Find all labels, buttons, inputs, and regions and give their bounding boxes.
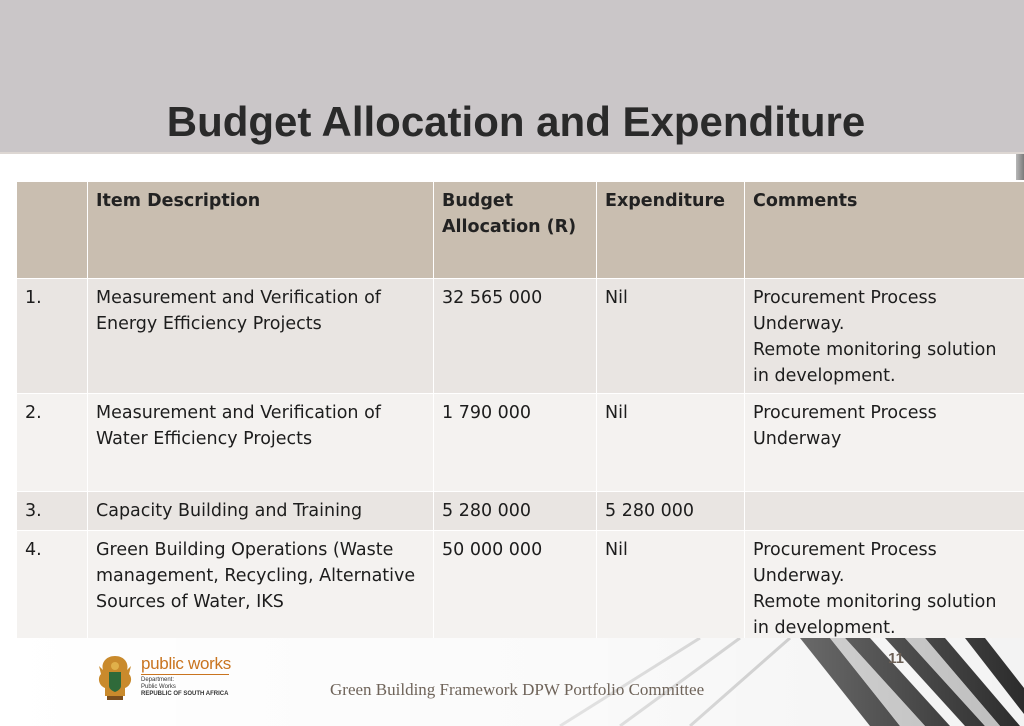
comment-line: Procurement Process Underway [753, 403, 937, 449]
comments [745, 394, 1024, 492]
header-number [17, 182, 88, 279]
expenditure: Nil [597, 279, 745, 394]
comments [745, 531, 1024, 646]
budget-allocation: 1 790 000 [434, 394, 597, 492]
logo-line: REPUBLIC OF SOUTH AFRICA [141, 691, 229, 697]
comment-line: Remote monitoring solution in development. [753, 592, 997, 638]
item-description: Measurement and Verification of Water Efficiency Projects [88, 394, 434, 492]
slide-title: Budget Allocation and Expenditure [166, 98, 866, 145]
budget-table [16, 181, 1024, 646]
budget-allocation: 5 280 000 [434, 492, 597, 531]
row-number: 1. [17, 279, 88, 394]
coat-of-arms-icon [95, 652, 135, 704]
logo-line: Department: [141, 677, 175, 683]
comment-line: Procurement Process Underway. [753, 288, 937, 334]
item-description: Green Building Operations (Waste management, Recycling, Alternative Sources of Water, IKS [88, 531, 434, 646]
table-row [17, 279, 1024, 394]
comment-line: Procurement Process Underway. [753, 540, 937, 586]
item-description: Capacity Building and Training [88, 492, 434, 531]
comments [745, 279, 1024, 394]
budget-allocation: 50 000 000 [434, 531, 597, 646]
header-expenditure: Expenditure [597, 182, 745, 279]
page-number: 11 [888, 650, 904, 667]
table-row [17, 492, 1024, 531]
header-item-description: Item Description [88, 182, 434, 279]
logo-line: Public Works [141, 684, 176, 690]
logo-name: public works [141, 654, 231, 673]
row-number: 2. [17, 394, 88, 492]
comments [745, 492, 1024, 531]
row-number: 4. [17, 531, 88, 646]
edge-decoration [1016, 154, 1024, 180]
public-works-logo [95, 652, 255, 706]
item-description: Measurement and Verification of Energy Efficiency Projects [88, 279, 434, 394]
comment-line: Remote monitoring solution in development. [753, 340, 997, 386]
header-budget-allocation: Budget Allocation (R) [434, 182, 597, 279]
header-comments: Comments [745, 182, 1024, 279]
logo-divider [141, 674, 229, 675]
footer-text: Green Building Framework DPW Portfolio Committee [330, 680, 705, 699]
expenditure: Nil [597, 531, 745, 646]
table-row [17, 531, 1024, 646]
table-row [17, 394, 1024, 492]
expenditure: Nil [597, 394, 745, 492]
table-header-row [17, 182, 1024, 279]
budget-allocation: 32 565 000 [434, 279, 597, 394]
row-number: 3. [17, 492, 88, 531]
expenditure: 5 280 000 [597, 492, 745, 531]
